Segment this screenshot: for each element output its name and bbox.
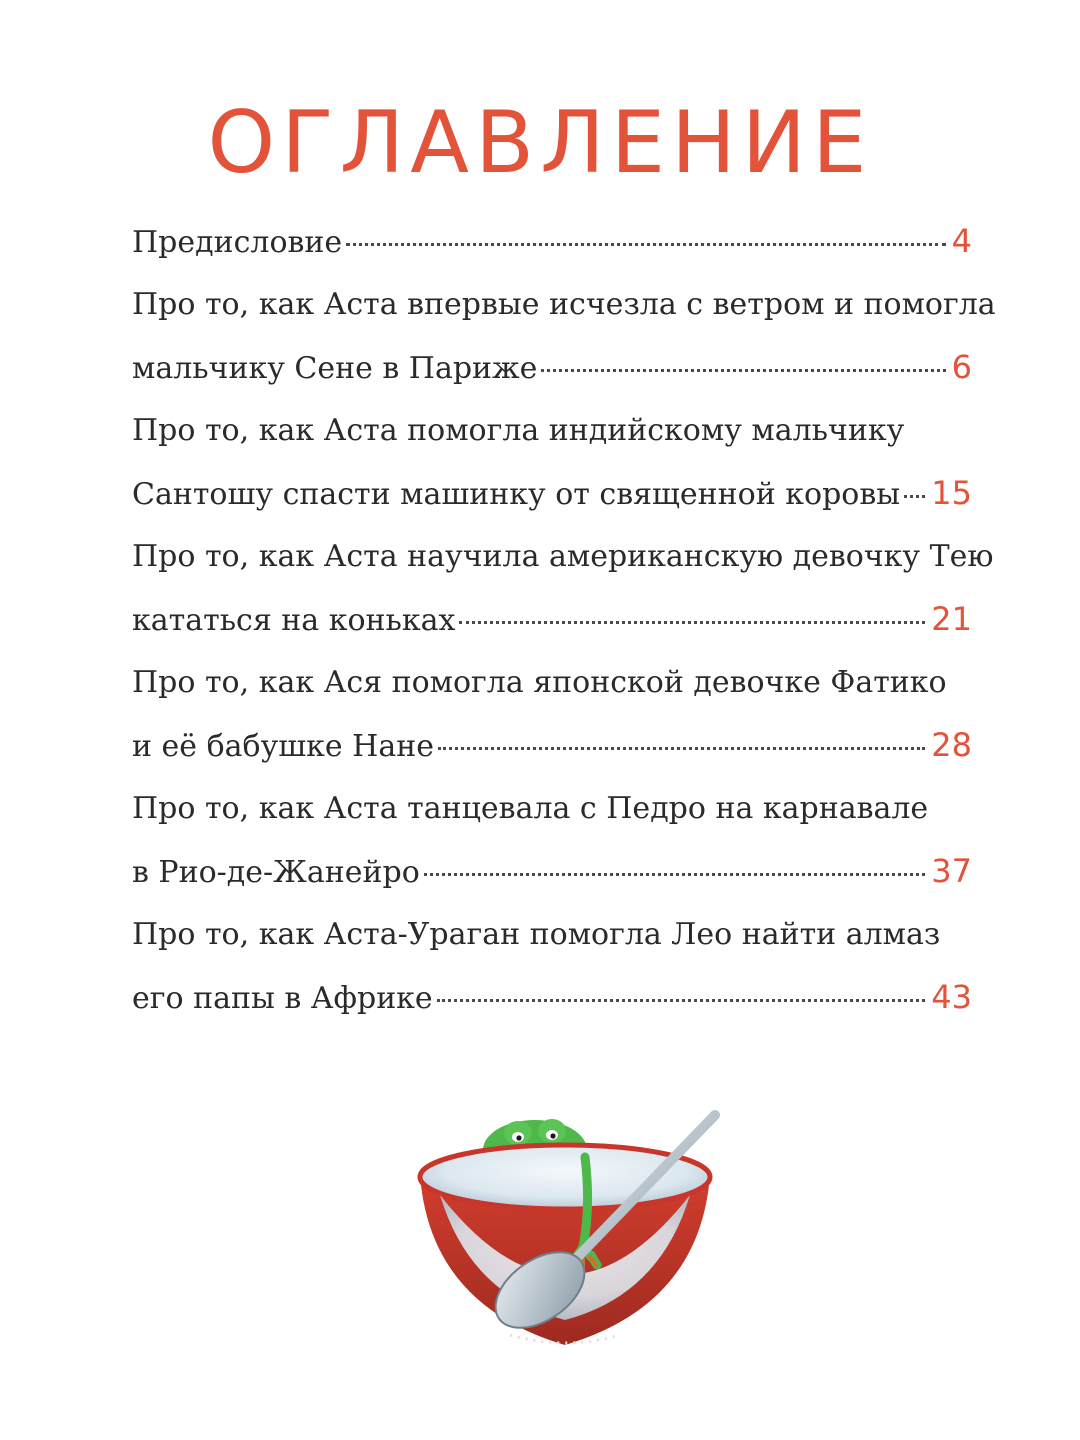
- toc-entry-japan[interactable]: [132, 652, 972, 778]
- toc-entry-africa[interactable]: [132, 904, 972, 1030]
- toc-entry-america[interactable]: [132, 526, 994, 652]
- toc-entry-title-line: мальчику Сене в Париже: [132, 351, 538, 386]
- bowl: [420, 1145, 710, 1345]
- toc-entry-title-line: в Рио-де-Жанейро: [132, 855, 420, 890]
- toc-entry-rio[interactable]: [132, 778, 972, 904]
- page-number: 28: [931, 726, 972, 764]
- frog-bowl-illustration: [400, 1095, 730, 1395]
- toc-entry-title-line: Сантошу спасти машинку от священной коровы: [132, 477, 901, 512]
- page-number: 43: [931, 978, 972, 1016]
- toc-entry-paris[interactable]: [132, 274, 996, 400]
- page-number: 37: [931, 852, 972, 890]
- toc-entry-title-line: Про то, как Ася помогла японской девочке Фатико: [132, 665, 947, 700]
- dot-leader: [459, 621, 925, 624]
- toc-entry-india[interactable]: [132, 400, 972, 526]
- dot-leader: [438, 747, 925, 750]
- toc-entry-title-line: Про то, как Аста танцевала с Педро на карнавале: [132, 791, 929, 826]
- toc-entry-title-line: Про то, как Аста научила американскую девочку Тею: [132, 539, 994, 574]
- dot-leader: [904, 495, 925, 498]
- dot-leader: [424, 873, 926, 876]
- toc-entry-title-line: и её бабушке Нане: [132, 729, 434, 764]
- page-number: 15: [931, 474, 972, 512]
- toc-entry-preface[interactable]: [132, 210, 972, 274]
- toc-entry-title-line: Про то, как Аста-Ураган помогла Лео найти алмаз: [132, 917, 941, 952]
- dot-leader: [541, 369, 945, 372]
- toc-entry-title-line: Про то, как Аста впервые исчезла с ветром и помогла: [132, 287, 996, 322]
- page-number: 6: [951, 348, 972, 386]
- toc-entry-title-line: кататься на коньках: [132, 603, 456, 638]
- toc-entry-title-line: его папы в Африке: [132, 981, 433, 1016]
- dot-leader: [437, 999, 926, 1002]
- table-of-contents: [132, 210, 996, 1030]
- toc-entry-title: Предисловие: [132, 225, 343, 260]
- page-number: 21: [931, 600, 972, 638]
- dot-leader: [346, 243, 945, 246]
- page-number: 4: [951, 222, 972, 260]
- page-title: ОГЛАВЛЕНИЕ: [207, 93, 873, 193]
- toc-entry-title-line: Про то, как Аста помогла индийскому мальчику: [132, 413, 905, 448]
